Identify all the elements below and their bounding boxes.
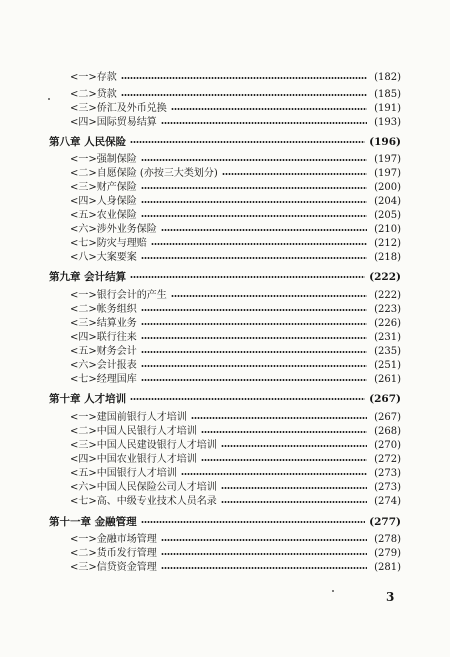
dot-leader bbox=[130, 141, 365, 143]
dot-leader bbox=[221, 487, 367, 489]
dot-leader bbox=[201, 459, 367, 461]
entry-title: <五>农业保险 bbox=[70, 210, 137, 221]
toc-section-entry bbox=[70, 411, 401, 425]
entry-page-number: (223) bbox=[374, 304, 401, 315]
toc-section-entry bbox=[70, 181, 401, 195]
dot-leader bbox=[161, 553, 367, 555]
entry-page-number: (273) bbox=[374, 468, 401, 479]
toc-section-entry bbox=[70, 88, 401, 102]
dot-leader bbox=[141, 159, 367, 161]
dot-leader bbox=[161, 567, 367, 569]
entry-title: <五>财务会计 bbox=[70, 346, 137, 357]
entry-title: <六>中国人民保险公司人才培训 bbox=[70, 482, 217, 493]
entry-page-number: (277) bbox=[369, 516, 401, 528]
entry-page-number: (196) bbox=[369, 136, 401, 148]
entry-page-number: (222) bbox=[369, 271, 401, 283]
dot-leader bbox=[141, 379, 367, 381]
toc-chapter-entry bbox=[49, 270, 401, 284]
dot-leader bbox=[141, 257, 367, 259]
entry-page-number: (251) bbox=[374, 360, 401, 371]
dot-leader bbox=[161, 122, 367, 124]
page-number: 3 bbox=[386, 590, 395, 604]
toc-section-entry bbox=[70, 373, 401, 387]
toc-section-entry bbox=[70, 345, 401, 359]
toc-section-entry bbox=[70, 359, 401, 373]
entry-page-number: (231) bbox=[374, 332, 401, 343]
toc-section-entry bbox=[70, 195, 401, 209]
entry-title: <三>结算业务 bbox=[70, 318, 137, 329]
toc-section-entry bbox=[70, 116, 401, 130]
dot-leader bbox=[141, 323, 367, 325]
toc-section-entry bbox=[70, 331, 401, 345]
entry-page-number: (218) bbox=[374, 252, 401, 263]
dot-leader bbox=[141, 521, 365, 523]
toc-section-entry bbox=[70, 237, 401, 251]
entry-page-number: (205) bbox=[374, 210, 401, 221]
entry-title: <五>中国银行人才培训 bbox=[70, 468, 177, 479]
dot-leader bbox=[141, 201, 367, 203]
entry-title: <三>信贷资金管理 bbox=[70, 562, 157, 573]
toc-chapter-entry bbox=[49, 515, 401, 529]
entry-page-number: (197) bbox=[374, 154, 401, 165]
dot-leader bbox=[161, 229, 367, 231]
entry-page-number: (261) bbox=[374, 374, 401, 385]
toc-section-entry bbox=[70, 547, 401, 561]
dot-leader bbox=[221, 501, 367, 503]
entry-page-number: (226) bbox=[374, 318, 401, 329]
dot-leader bbox=[171, 108, 367, 110]
entry-page-number: (197) bbox=[374, 168, 401, 179]
entry-title: <四>联行往来 bbox=[70, 332, 137, 343]
entry-page-number: (273) bbox=[374, 482, 401, 493]
entry-title: <七>经理国库 bbox=[70, 374, 137, 385]
dot-leader bbox=[141, 365, 367, 367]
dot-leader bbox=[130, 276, 365, 278]
entry-title: <四>人身保险 bbox=[70, 196, 137, 207]
toc-section-entry bbox=[70, 209, 401, 223]
toc-section-entry bbox=[70, 495, 401, 509]
dot-leader bbox=[121, 77, 367, 79]
entry-page-number: (222) bbox=[374, 290, 401, 301]
toc-chapter-entry bbox=[49, 135, 401, 149]
dot-leader bbox=[181, 473, 367, 475]
entry-title: <八>大案要案 bbox=[70, 252, 137, 263]
entry-page-number: (182) bbox=[374, 72, 401, 83]
toc-section-entry bbox=[70, 533, 401, 547]
dot-leader bbox=[161, 539, 367, 541]
entry-title: <一>强制保险 bbox=[70, 154, 137, 165]
entry-title: 第十一章 金融管理 bbox=[49, 516, 137, 528]
entry-title: <六>涉外业务保险 bbox=[70, 224, 157, 235]
dot-leader bbox=[141, 351, 367, 353]
toc-section-entry bbox=[70, 153, 401, 167]
entry-title: <二>自愿保险 (亦按三大类划分) bbox=[70, 168, 218, 179]
entry-page-number: (210) bbox=[374, 224, 401, 235]
entry-page-number: (185) bbox=[374, 89, 401, 100]
entry-title: <六>会计报表 bbox=[70, 360, 137, 371]
dot-leader bbox=[141, 309, 367, 311]
toc-section-entry bbox=[70, 425, 401, 439]
print-speck bbox=[48, 98, 50, 100]
entry-page-number: (274) bbox=[374, 496, 401, 507]
dot-leader bbox=[221, 445, 367, 447]
entry-title: 第十章 人才培训 bbox=[49, 393, 127, 405]
toc-section-entry bbox=[70, 167, 401, 181]
entry-page-number: (191) bbox=[374, 103, 401, 114]
entry-title: <四>中国农业银行人才培训 bbox=[70, 454, 197, 465]
dot-leader bbox=[141, 337, 367, 339]
toc-chapter-entry bbox=[49, 392, 401, 406]
dot-leader bbox=[222, 173, 367, 175]
dot-leader bbox=[141, 215, 367, 217]
entry-title: <一>银行会计的产生 bbox=[70, 290, 167, 301]
entry-title: <二>帐务组织 bbox=[70, 304, 137, 315]
toc-section-entry bbox=[70, 317, 401, 331]
toc-section-entry bbox=[70, 251, 401, 265]
toc-section-entry bbox=[70, 453, 401, 467]
entry-page-number: (235) bbox=[374, 346, 401, 357]
dot-leader bbox=[151, 243, 367, 245]
entry-title: <一>建国前银行人才培训 bbox=[70, 412, 187, 423]
entry-page-number: (193) bbox=[374, 117, 401, 128]
toc-section-entry bbox=[70, 303, 401, 317]
toc-section-entry bbox=[70, 102, 401, 116]
entry-page-number: (267) bbox=[369, 393, 401, 405]
entry-page-number: (204) bbox=[374, 196, 401, 207]
toc-section-entry bbox=[70, 71, 401, 85]
toc-section-entry bbox=[70, 481, 401, 495]
dot-leader bbox=[201, 431, 367, 433]
toc-section-entry bbox=[70, 561, 401, 575]
entry-page-number: (281) bbox=[374, 562, 401, 573]
entry-title: <二>中国人民银行人才培训 bbox=[70, 426, 197, 437]
dot-leader bbox=[130, 398, 365, 400]
print-speck bbox=[332, 590, 334, 592]
dot-leader bbox=[121, 94, 367, 96]
entry-page-number: (268) bbox=[374, 426, 401, 437]
entry-title: <一>存款 bbox=[70, 72, 117, 83]
toc-section-entry bbox=[70, 439, 401, 453]
entry-title: <七>防灾与理赔 bbox=[70, 238, 147, 249]
toc-section-entry bbox=[70, 289, 401, 303]
entry-title: <二>货币发行管理 bbox=[70, 548, 157, 559]
dot-leader bbox=[171, 295, 367, 297]
entry-title: 第八章 人民保险 bbox=[49, 136, 127, 148]
entry-title: <一>金融市场管理 bbox=[70, 534, 157, 545]
entry-title: <三>侨汇及外币兑换 bbox=[70, 103, 167, 114]
dot-leader bbox=[141, 187, 367, 189]
entry-page-number: (272) bbox=[374, 454, 401, 465]
entry-page-number: (212) bbox=[374, 238, 401, 249]
entry-title: 第九章 会计结算 bbox=[49, 271, 127, 283]
toc-section-entry bbox=[70, 467, 401, 481]
entry-page-number: (279) bbox=[374, 548, 401, 559]
entry-title: <三>中国人民建设银行人才培训 bbox=[70, 440, 217, 451]
entry-title: <四>国际贸易结算 bbox=[70, 117, 157, 128]
toc-section-entry bbox=[70, 223, 401, 237]
entry-title: <二>贷款 bbox=[70, 89, 117, 100]
entry-page-number: (267) bbox=[374, 412, 401, 423]
entry-title: <七>高、中级专业技术人员名录 bbox=[70, 496, 217, 507]
entry-page-number: (270) bbox=[374, 440, 401, 451]
entry-page-number: (278) bbox=[374, 534, 401, 545]
dot-leader bbox=[191, 417, 367, 419]
entry-page-number: (200) bbox=[374, 182, 401, 193]
entry-title: <三>财产保险 bbox=[70, 182, 137, 193]
